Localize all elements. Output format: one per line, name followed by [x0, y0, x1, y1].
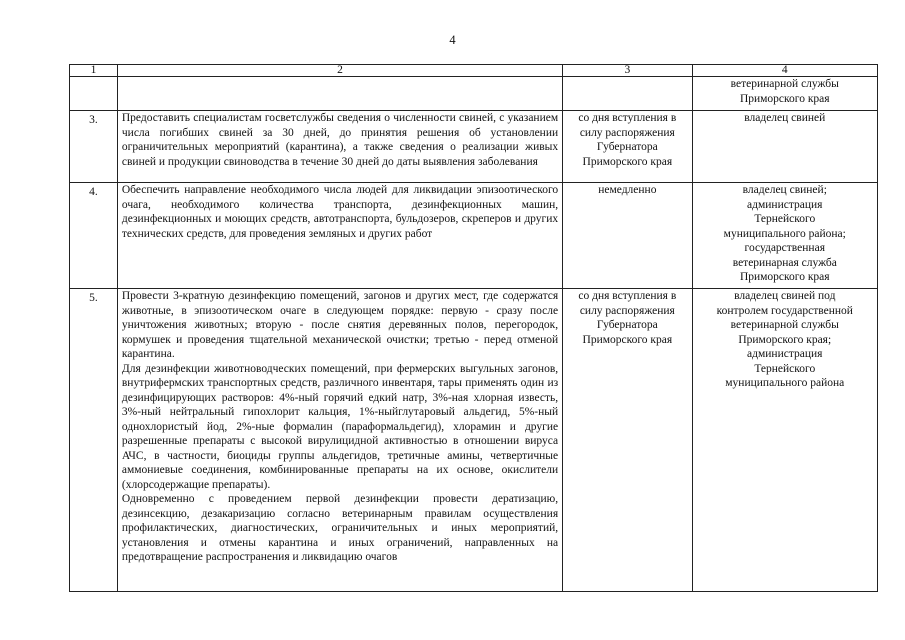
row-deadline: со дня вступления в силу распоряжения Губернатора Приморского края	[563, 289, 692, 592]
row-deadline: немедленно	[563, 183, 692, 289]
row-action	[117, 111, 562, 183]
action-paragraph: Для дезинфекции животноводческих помещений, при фермерских выгульных загонов, внутрифермских транспортных средств, различного инвентаря, тары применять один из дезинфицирующих растворов: 4%-ный горячий едкий натр, 3%-ная хлорная известь, 3%-ный нейтральный гипохлорит кальция, 1%-ныйглутаровый альдегид, 5%-ный однохлористый йод, 2%-ные формалин (параформальдегид), хлорамин и другие разрешенные препараты с высокой вирулицидной активностью в отношении вируса АЧС, в частности, биоциды группы альдегидов, третичные амины, четвертичные аммониевые соединения, комбинированные препараты на их основе, окислители (хлорсодержащие препараты).	[121, 362, 559, 491]
row-responsible: владелец свиней под контролем государственной ветеринарной службы Приморского края; администрация Тернейского муниципального района	[692, 289, 877, 592]
row-number	[70, 77, 118, 111]
row-action	[117, 289, 562, 592]
table-row	[70, 183, 878, 289]
table-row	[70, 111, 878, 183]
header-col-3: 3	[563, 65, 692, 77]
row-responsible: ветеринарной службы Приморского края	[692, 77, 877, 111]
table-row	[70, 77, 878, 111]
row-action	[117, 183, 562, 289]
action-paragraph: Предоставить специалистам госветслужбы сведения о численности свиней, с указанием числа погибших свиней за 30 дней, до принятия решения об установлении ограничительных мероприятий (карантина), а также сведения о реализации живых свиней и продукции свиноводства в течение 30 дней до даты выявления заболевания	[121, 112, 559, 168]
header-col-2: 2	[117, 65, 562, 77]
row-responsible: владелец свиней	[692, 111, 877, 183]
action-paragraph: Провести 3-кратную дезинфекцию помещений, загонов и других мест, где содержатся животные, в эпизоотическом очаге в следующем порядке: первую - сразу после уничтожения животных; вторую - после снятия деревянных полов, перегородок, кормушек и проведения тщательной механической очистки; третью - перед отменой карантина.	[121, 290, 559, 360]
row-number: 5.	[70, 289, 118, 592]
action-paragraph: Обеспечить направление необходимого числа людей для ликвидации эпизоотического очага, необходимого количества транспорта, дезинфекционных машин, дезинфекционных и моющих средств, автотранспорта, бульдозеров, скреперов и других технических средств, для проведения земляных и других работ	[121, 184, 559, 240]
page-number: 4	[449, 33, 456, 47]
header-col-1: 1	[70, 65, 118, 77]
row-deadline	[563, 77, 692, 111]
row-number: 4.	[70, 183, 118, 289]
header-col-4: 4	[692, 65, 877, 77]
row-responsible: владелец свиней; администрация Тернейского муниципального района; государственная ветеринарная служба Приморского края	[692, 183, 877, 289]
table-header-row	[70, 65, 878, 77]
table-row	[70, 289, 878, 592]
action-paragraph: Одновременно с проведением первой дезинфекции провести дератизацию, дезинсекцию, дезакаризацию согласно ветеринарным правилам осуществления профилактических, диагностических, ограничительных и иных мероприятий, установления и отмены карантина и иных ограничений, направленных на предотвращение распространения и ликвидацию очагов	[121, 493, 559, 563]
row-deadline: со дня вступления в силу распоряжения Губернатора Приморского края	[563, 111, 692, 183]
row-number: 3.	[70, 111, 118, 183]
row-action	[117, 77, 562, 111]
measures-table	[69, 64, 878, 592]
